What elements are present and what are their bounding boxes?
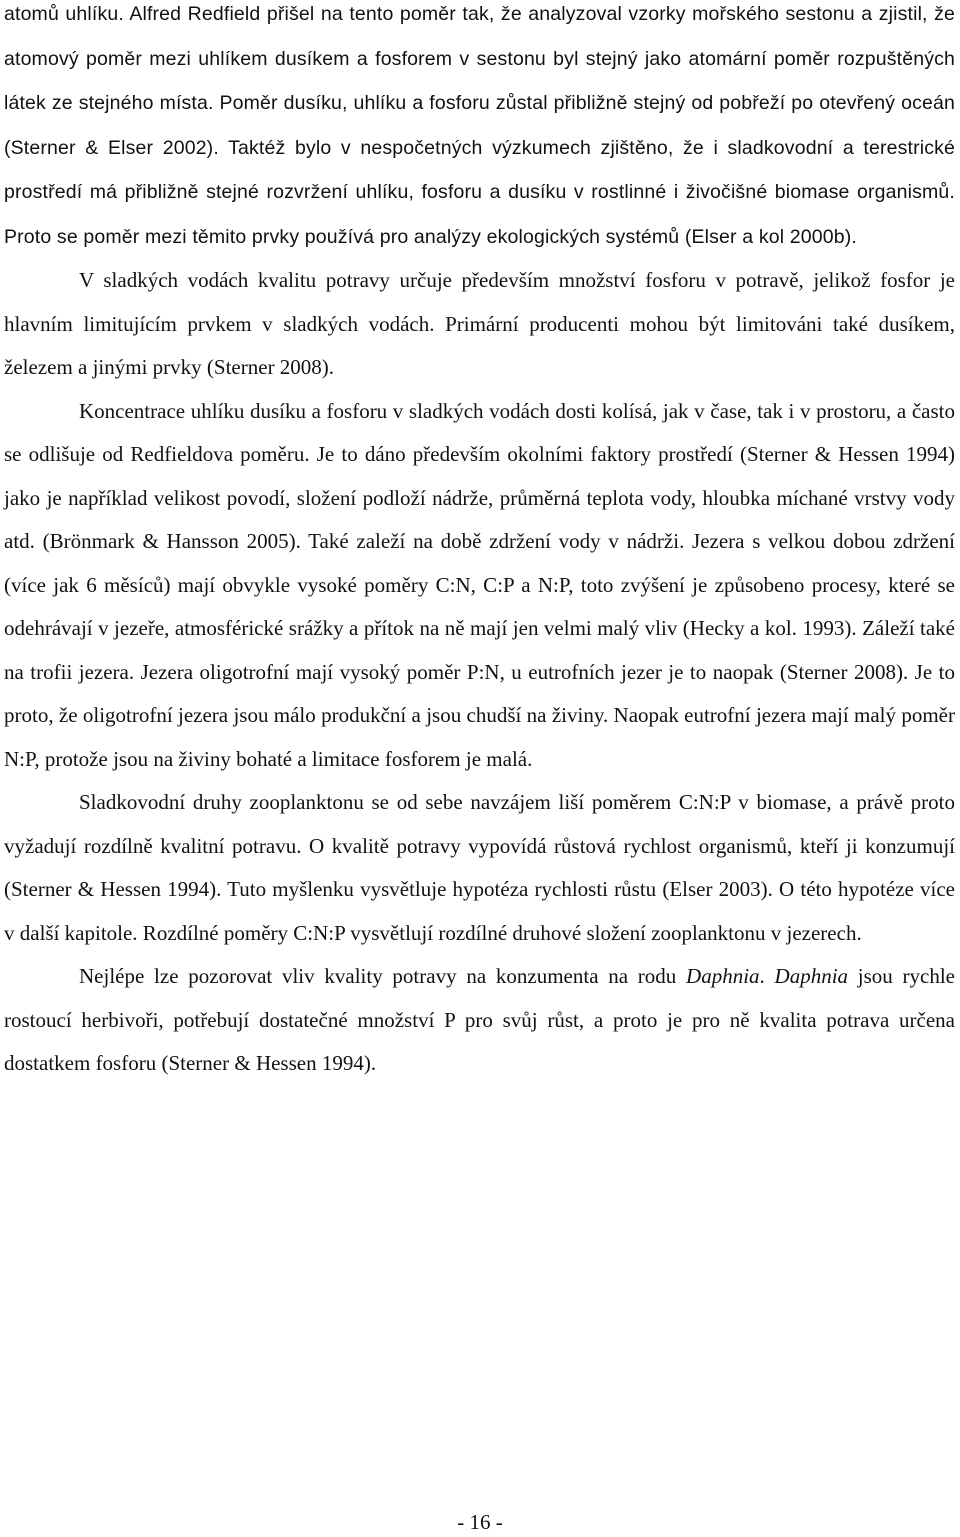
paragraph-text: V sladkých vodách kvalitu potravy určuje především množství fosforu v potravě, jelikož fosfor je hlavním limitujícím prvkem v sladkých vodách. Primární producenti mohou být limitováni také dusíkem, železem a jinými prvky (Sterner 2008). bbox=[4, 268, 955, 379]
paragraph-text: Koncentrace uhlíku dusíku a fosforu v sladkých vodách dosti kolísá, jak v čase, tak i v prostoru, a často se odlišuje od Redfieldova poměru. Je to dáno především okolními faktory prostředí (Sterner & Hessen 1994) jako je například velikost povodí, složení podloží nádrže, průměrná teplota vody, hloubka míchané vrstvy vody atd. (Brönmark & Hansson 2005). Také zaleží na době zdržení vody v nádrži. Jezera s velkou dobou zdržení (více jak 6 měsíců) mají obvykle vysoké poměry C:N, C:P a N:P, toto zvýšení je způsobeno procesy, které se odehrávají v jezeře, atmosférické srážky a přítok na ně mají jen velmi malý vliv (Hecky a kol. 1993). Záleží také na trofii jezera. Jezera oligotrofní mají vysoký poměr P:N, u eutrofních jezer je to naopak (Sterner 2008). Je to proto, že oligotrofní jezera jsou málo produkční a jsou chudší na živiny. Naopak eutrofní jezera mají malý poměr N:P, protože jsou na živiny bohaté a limitace fosforem je malá. bbox=[4, 398, 955, 771]
paragraph-redfield-ratio bbox=[4, 0, 955, 259]
paragraph-nutrient-concentrations bbox=[4, 390, 955, 782]
paragraph-zooplankton-ratios bbox=[4, 781, 955, 955]
paragraph-text: . bbox=[759, 964, 775, 988]
paragraph-text: atomů uhlíku. Alfred Redfield přišel na tento poměr tak, že analyzoval vzorky mořského sestonu a zjistil, že atomový poměr mezi uhlíkem dusíkem a fosforem v sestonu byl stejný jako atomární poměr rozpuštěných látek ze stejného místa. Poměr dusíku, uhlíku a fosforu zůstal přibližně stejný od pobřeží po otevřený oceán (Sterner & Elser 2002). Taktéž bylo v nespočetných výzkumech zjištěno, že i sladkovodní a terestrické prostředí má přibližně stejné rozvržení uhlíku, fosforu a dusíku v rostlinné i živočišné biomase organismů. Proto se poměr mezi těmito prvky používá pro analýzy ekologických systémů (Elser a kol 2000b). bbox=[4, 3, 955, 248]
paragraph-daphnia bbox=[4, 955, 955, 1086]
paragraph-text: Nejlépe lze pozorovat vliv kvality potravy na konzumenta na rodu bbox=[79, 964, 687, 988]
paragraph-text: jsou rychle rostoucí herbivoři, potřebují dostatečné množství P pro svůj růst, a proto je pro ně kvalita potrava určena dostatkem fosforu (Sterner & Hessen 1994). bbox=[4, 964, 956, 1075]
document-page bbox=[4, 0, 955, 1086]
page-number: - 16 - bbox=[457, 1510, 503, 1534]
genus-name: Daphnia bbox=[686, 964, 760, 988]
genus-name: Daphnia bbox=[774, 964, 849, 988]
paragraph-freshwater-food-quality bbox=[4, 259, 955, 390]
paragraph-text: Sladkovodní druhy zooplanktonu se od sebe navzájem liší poměrem C:N:P v biomase, a právě proto vyžadují rozdílně kvalitní potravu. O kvalitě potravy vypovídá růstová rychlost organismů, kteří ji konzumují (Sterner & Hessen 1994). Tuto myšlenku vysvětluje hypotéza rychlosti růstu (Elser 2003). O této hypotéze více v další kapitole. Rozdílné poměry C:N:P vysvětlují rozdílné druhové složení zooplanktonu v jezerech. bbox=[4, 790, 955, 945]
